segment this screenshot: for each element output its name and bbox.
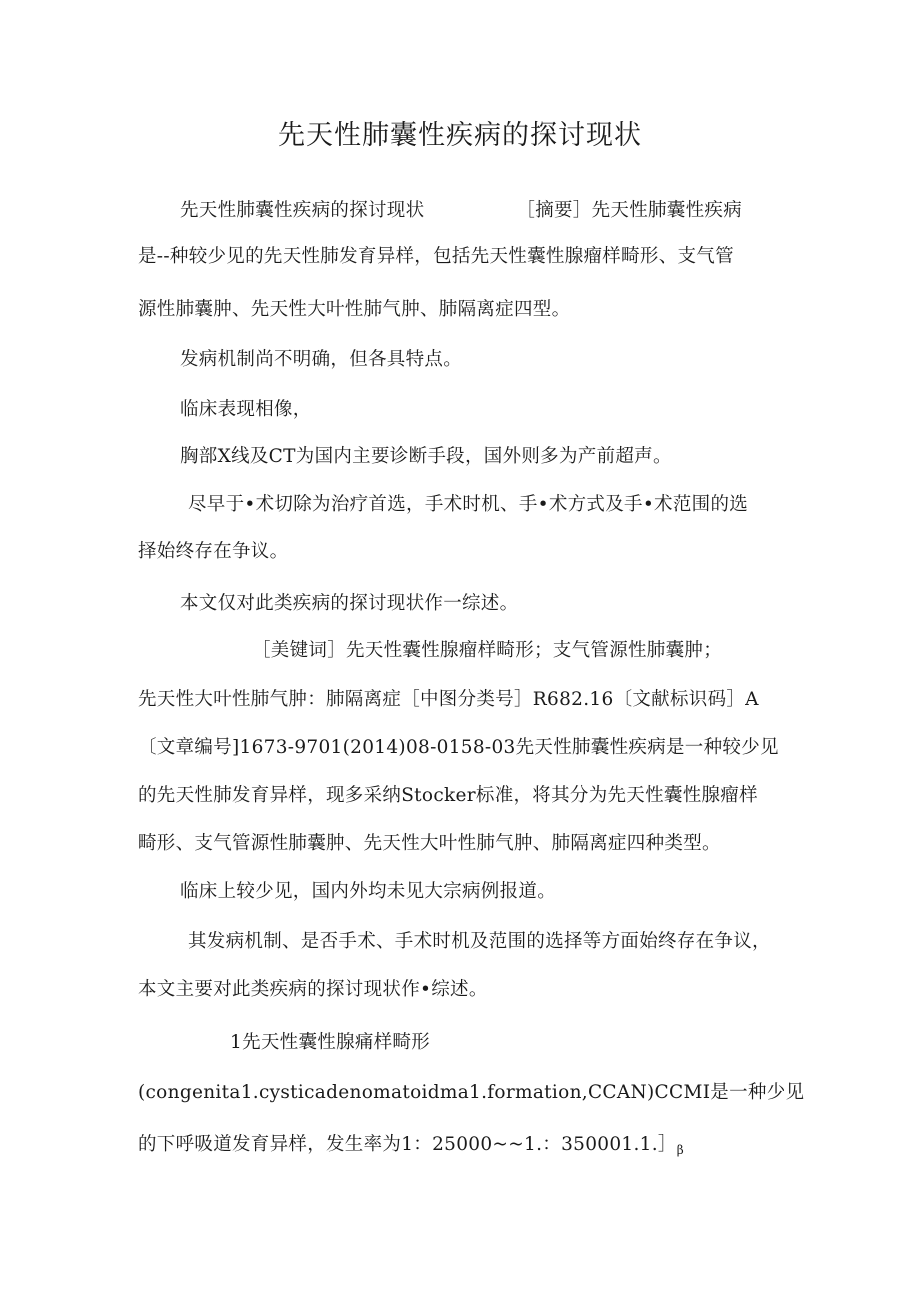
paragraph-line: 择始终存在争议。 (138, 541, 289, 562)
document-title: 先天性肺囊性疾病的探讨现状 (278, 120, 642, 151)
paragraph-line: 发病机制尚不明确，但各具特点。 (180, 349, 463, 370)
reference-marker: β (676, 1143, 684, 1157)
paragraph-line: 畸形、支气管源性肺囊肿、先天性大叶性肺气肿、肺隔离症四种类型。 (138, 833, 721, 854)
section-heading: 1先天性囊性腺痛样畸形 (230, 1032, 431, 1053)
paragraph-line: 胸部X线及CT为国内主要诊断手段，国外则多为产前超声。 (180, 446, 672, 467)
paragraph-line: (congenita1.cysticadenomatoidma1.formation,CCAN)CCMI是一种少见 (138, 1082, 805, 1103)
paragraph-line (138, 1131, 684, 1164)
paragraph-line: 本文主要对此类疾病的探讨现状作•综述。 (138, 979, 488, 1000)
paragraph-line: 是--种较少见的先天性肺发育异样，包括先天性囊性腺瘤样畸形、支气管 (138, 246, 734, 267)
paragraph-line: 尽早于•术切除为治疗首选，手术时机、手•术方式及手•术范围的选 (188, 494, 749, 515)
abstract-label: ［摘要］先天性肺囊性疾病 (516, 200, 743, 221)
running-title: 先天性肺囊性疾病的探讨现状 (180, 200, 425, 221)
paragraph-line: 源性肺囊肿、先天性大叶性肺气肿、肺隔离症四型。 (138, 299, 571, 320)
paragraph-line: 先天性大叶性肺气肿：肺隔离症［中图分类号］R682.16〔文献标识码］A (138, 689, 759, 710)
keywords-line: ［美键词］先天性囊性腺瘤样畸形；支气管源性肺囊肿； (252, 640, 723, 661)
paragraph-line: 临床上较少见，国内外均未见大宗病例报道。 (180, 881, 557, 902)
paragraph-line (180, 197, 742, 225)
paragraph-line: 临床表现相像， (180, 399, 312, 420)
paragraph-text: 的下呼吸道发育异样，发生率为1：25000~~1.：350001.1.］ (138, 1134, 677, 1155)
paragraph-line: 其发病机制、是否手术、手术时机及范围的选择等方面始终存在争议， (188, 931, 771, 952)
paragraph-line: 〔文章编号]1673-9701(2014)08-0158-03先天性肺囊性疾病是一种较少见 (138, 737, 779, 758)
paragraph-line: 本文仅对此类疾病的探讨现状作一综述。 (180, 593, 519, 614)
paragraph-line: 的先天性肺发育异样，现多采纳Stocker标准，将其分为先天性囊性腺瘤样 (138, 785, 758, 806)
